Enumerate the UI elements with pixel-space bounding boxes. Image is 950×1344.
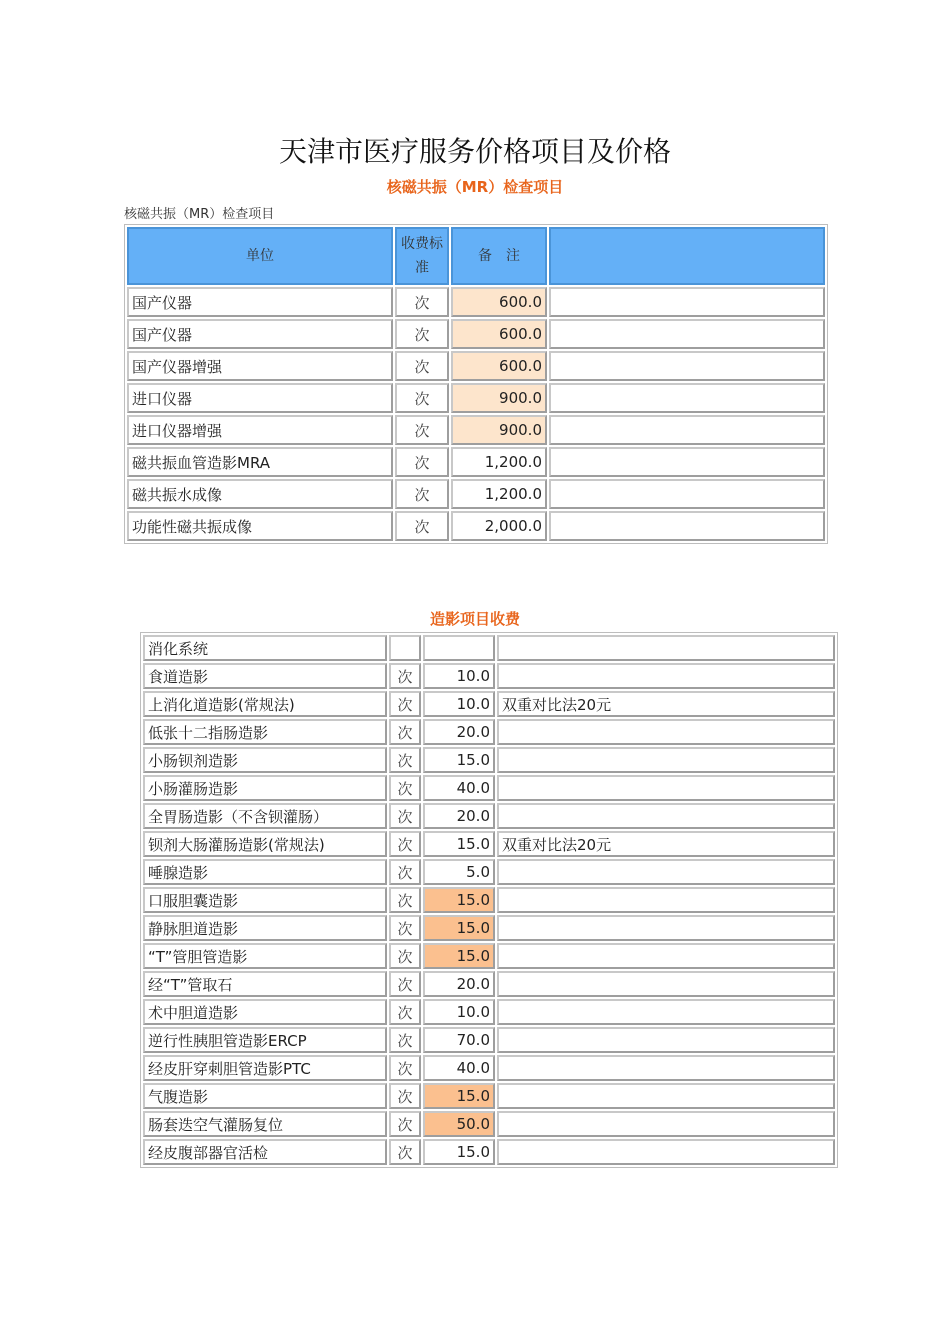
item-name: 上消化道造影(常规法) [143, 691, 387, 717]
item-name: 磁共振血管造影MRA [127, 447, 393, 477]
item-price: 20.0 [423, 971, 495, 997]
item-note [549, 383, 825, 413]
item-price: 70.0 [423, 1027, 495, 1053]
item-name: 静脉胆道造影 [143, 915, 387, 941]
item-price: 1,200.0 [451, 447, 547, 477]
item-unit: 次 [389, 887, 421, 913]
table-row [143, 719, 835, 745]
table-row [143, 831, 835, 857]
table-row [143, 1083, 835, 1109]
item-unit: 次 [389, 747, 421, 773]
table-row [143, 943, 835, 969]
mr-table-header-row [127, 227, 825, 285]
item-unit: 次 [395, 319, 449, 349]
item-price: 20.0 [423, 719, 495, 745]
table-row [143, 803, 835, 829]
item-note [497, 719, 835, 745]
item-name: 唾腺造影 [143, 859, 387, 885]
item-price: 50.0 [423, 1111, 495, 1137]
item-unit: 次 [389, 915, 421, 941]
table-row [143, 971, 835, 997]
item-note [497, 1027, 835, 1053]
table-row [127, 351, 825, 381]
item-note [497, 1111, 835, 1137]
table-row [143, 859, 835, 885]
item-price: 15.0 [423, 747, 495, 773]
item-price: 15.0 [423, 943, 495, 969]
mr-table-caption: 核磁共振（MR）检查项目 [124, 207, 275, 222]
item-unit: 次 [389, 1111, 421, 1137]
item-note [497, 1139, 835, 1165]
header-blank [549, 227, 825, 285]
item-unit: 次 [389, 999, 421, 1025]
item-price: 5.0 [423, 859, 495, 885]
item-unit: 次 [389, 943, 421, 969]
item-price [423, 635, 495, 661]
item-note [549, 287, 825, 317]
item-unit [389, 635, 421, 661]
item-note [497, 635, 835, 661]
table-row [143, 691, 835, 717]
item-name: 磁共振水成像 [127, 479, 393, 509]
item-unit: 次 [389, 775, 421, 801]
table-row [143, 887, 835, 913]
item-name: 进口仪器增强 [127, 415, 393, 445]
table-row [143, 1055, 835, 1081]
item-note [497, 803, 835, 829]
item-unit: 次 [389, 859, 421, 885]
header-unit: 单位 [127, 227, 393, 285]
item-note [549, 351, 825, 381]
item-name: 国产仪器 [127, 287, 393, 317]
item-name: 进口仪器 [127, 383, 393, 413]
item-price: 600.0 [451, 319, 547, 349]
item-note [549, 479, 825, 509]
table-row [143, 747, 835, 773]
item-unit: 次 [395, 479, 449, 509]
table-row [127, 287, 825, 317]
item-name: 低张十二指肠造影 [143, 719, 387, 745]
item-price: 15.0 [423, 1083, 495, 1109]
item-name: 钡剂大肠灌肠造影(常规法) [143, 831, 387, 857]
item-note: 双重对比法20元 [497, 691, 835, 717]
item-note [549, 319, 825, 349]
item-name: 术中胆道造影 [143, 999, 387, 1025]
item-note [497, 943, 835, 969]
item-note [497, 999, 835, 1025]
item-note [549, 415, 825, 445]
table-row [143, 1111, 835, 1137]
item-unit: 次 [389, 1083, 421, 1109]
item-price: 15.0 [423, 831, 495, 857]
item-name: 国产仪器 [127, 319, 393, 349]
item-price: 600.0 [451, 351, 547, 381]
table-row [143, 775, 835, 801]
table-row [127, 319, 825, 349]
item-unit: 次 [389, 663, 421, 689]
item-note [497, 915, 835, 941]
item-note [497, 971, 835, 997]
table-row [127, 447, 825, 477]
item-price: 900.0 [451, 383, 547, 413]
item-price: 10.0 [423, 663, 495, 689]
item-note [497, 859, 835, 885]
item-name: 消化系统 [143, 635, 387, 661]
item-unit: 次 [389, 1027, 421, 1053]
table-row [143, 663, 835, 689]
item-price: 15.0 [423, 887, 495, 913]
item-unit: 次 [395, 415, 449, 445]
table-row [127, 511, 825, 541]
item-note [497, 1083, 835, 1109]
item-name: 小肠钡剂造影 [143, 747, 387, 773]
item-price: 600.0 [451, 287, 547, 317]
item-unit: 次 [389, 803, 421, 829]
item-name: 肠套迭空气灌肠复位 [143, 1111, 387, 1137]
table-row [127, 383, 825, 413]
header-price-standard: 收费标准 [395, 227, 449, 285]
item-price: 10.0 [423, 691, 495, 717]
item-unit: 次 [389, 971, 421, 997]
table-row [143, 915, 835, 941]
table-row [127, 415, 825, 445]
mr-section-title: 核磁共振（MR）检查项目 [386, 178, 564, 196]
header-note: 备 注 [451, 227, 547, 285]
item-note [497, 887, 835, 913]
item-name: 经皮肝穿刺胆管造影PTC [143, 1055, 387, 1081]
item-price: 40.0 [423, 775, 495, 801]
item-note [497, 663, 835, 689]
item-price: 15.0 [423, 1139, 495, 1165]
item-note [549, 511, 825, 541]
item-price: 10.0 [423, 999, 495, 1025]
table-row [143, 999, 835, 1025]
item-name: 小肠灌肠造影 [143, 775, 387, 801]
item-unit: 次 [395, 287, 449, 317]
item-name: 全胃肠造影（不含钡灌肠） [143, 803, 387, 829]
item-unit: 次 [389, 691, 421, 717]
item-unit: 次 [389, 831, 421, 857]
table-row [143, 635, 835, 661]
item-name: 食道造影 [143, 663, 387, 689]
item-name: 经皮腹部器官活检 [143, 1139, 387, 1165]
item-name: 国产仪器增强 [127, 351, 393, 381]
item-unit: 次 [395, 511, 449, 541]
item-price: 1,200.0 [451, 479, 547, 509]
item-unit: 次 [389, 1055, 421, 1081]
contrast-price-table [140, 632, 838, 1168]
item-note [549, 447, 825, 477]
item-unit: 次 [395, 351, 449, 381]
item-unit: 次 [389, 719, 421, 745]
mr-price-table [124, 224, 828, 544]
item-name: 口服胆囊造影 [143, 887, 387, 913]
item-name: 功能性磁共振成像 [127, 511, 393, 541]
page-title: 天津市医疗服务价格项目及价格 [278, 135, 671, 168]
item-note [497, 775, 835, 801]
item-unit: 次 [395, 383, 449, 413]
item-price: 2,000.0 [451, 511, 547, 541]
item-unit: 次 [395, 447, 449, 477]
item-note [497, 1055, 835, 1081]
table-row [127, 479, 825, 509]
item-price: 40.0 [423, 1055, 495, 1081]
item-name: “T”管胆管造影 [143, 943, 387, 969]
item-unit: 次 [389, 1139, 421, 1165]
item-name: 气腹造影 [143, 1083, 387, 1109]
item-name: 经“T”管取石 [143, 971, 387, 997]
item-price: 20.0 [423, 803, 495, 829]
table-row [143, 1139, 835, 1165]
item-name: 逆行性胰胆管造影ERCP [143, 1027, 387, 1053]
table-row [143, 1027, 835, 1053]
item-note [497, 747, 835, 773]
item-price: 15.0 [423, 915, 495, 941]
item-price: 900.0 [451, 415, 547, 445]
item-note: 双重对比法20元 [497, 831, 835, 857]
contrast-section-title: 造影项目收费 [429, 610, 520, 628]
